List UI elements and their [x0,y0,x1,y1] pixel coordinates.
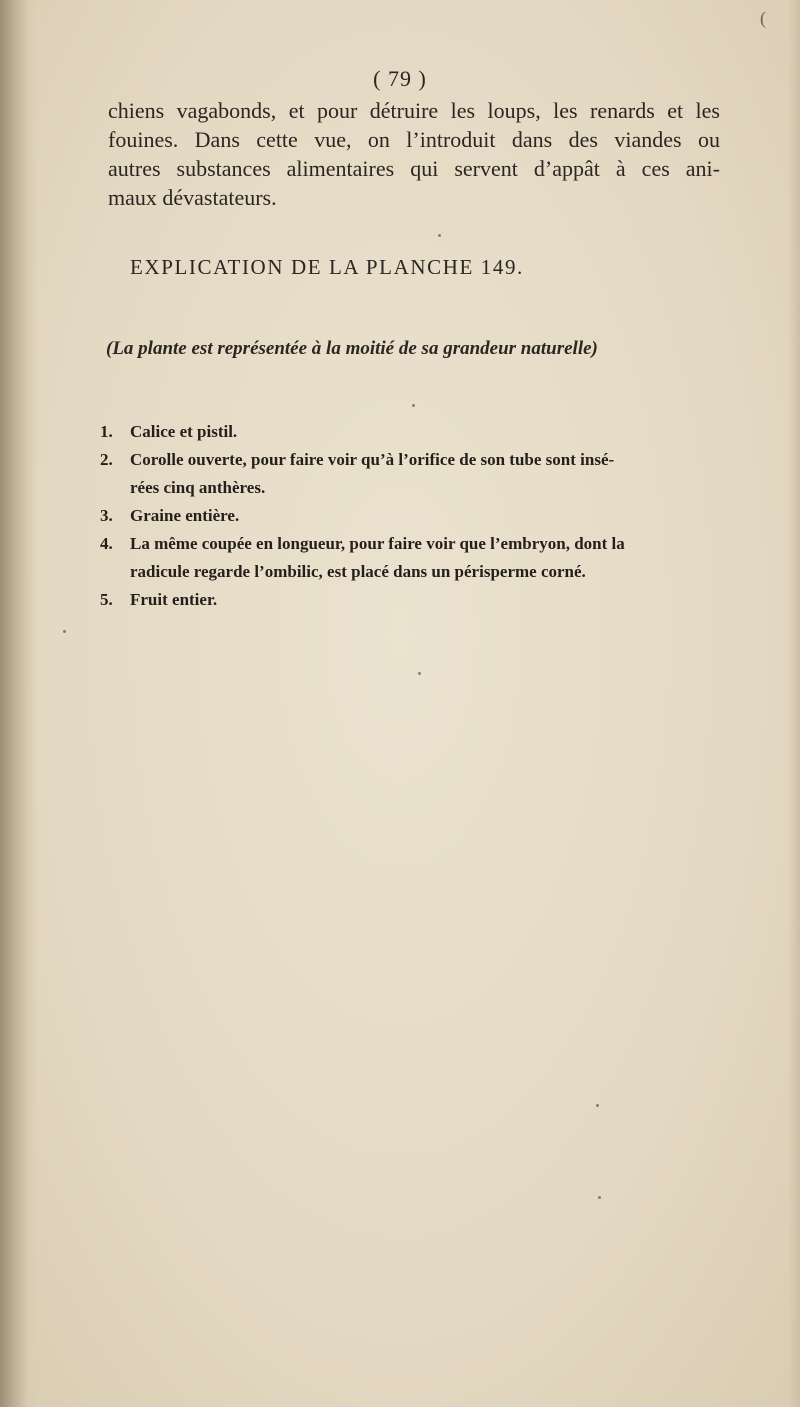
body-line: fouines. Dans cette vue, on l’introduit dans des viandes ou [108,127,720,152]
explanation-text: Calice et pistil. [130,422,238,441]
explanation-list [100,418,720,614]
explanation-item [100,418,720,446]
explanation-text: Fruit entier. [130,590,218,609]
explanation-number: 4. [100,534,113,553]
explanation-number: 3. [100,506,113,525]
explanation-number: 5. [100,590,113,609]
plate-heading: EXPLICATION DE LA PLANCHE 149. [130,255,524,279]
body-paragraph [108,96,720,212]
explanation-text-block [130,530,625,586]
explanation-item [100,530,720,586]
explanation-number: 2. [100,450,113,469]
explanation-text: Corolle ouverte, pour faire voir qu’à l’orifice de son tube sont insé- [130,450,615,469]
paper-fleck [412,404,415,407]
explanation-item [100,502,720,530]
paper-fleck [598,1196,601,1199]
page-edge-shadow [788,0,800,1407]
page-number: ( 79 ) [373,66,427,91]
corner-mark: ( [760,8,766,28]
body-line: maux dévastateurs. [108,185,277,210]
explanation-item [100,446,720,502]
explanation-number: 1. [100,422,113,441]
explanation-text-continued: radicule regarde l’ombilic, est placé dans un périsperme corné. [130,562,586,581]
body-line: chiens vagabonds, et pour détruire les loups, les renards et les [108,98,720,123]
explanation-text-block [130,446,614,502]
explanation-text-continued: rées cinq anthères. [130,478,266,497]
body-line: autres substances alimentaires qui servent d’appât à ces ani- [108,156,720,181]
paper-fleck [418,672,421,675]
explanation-item [100,586,720,614]
page-gutter-shadow [0,0,38,1407]
paper-fleck [596,1104,599,1107]
paper-fleck [63,630,66,633]
explanation-text: Graine entière. [130,506,240,525]
paper-fleck [438,234,441,237]
plate-subtitle: (La plante est représentée à la moitié de sa grandeur naturelle) [106,338,598,359]
explanation-text: La même coupée en longueur, pour faire voir que l’embryon, dont la [130,534,625,553]
